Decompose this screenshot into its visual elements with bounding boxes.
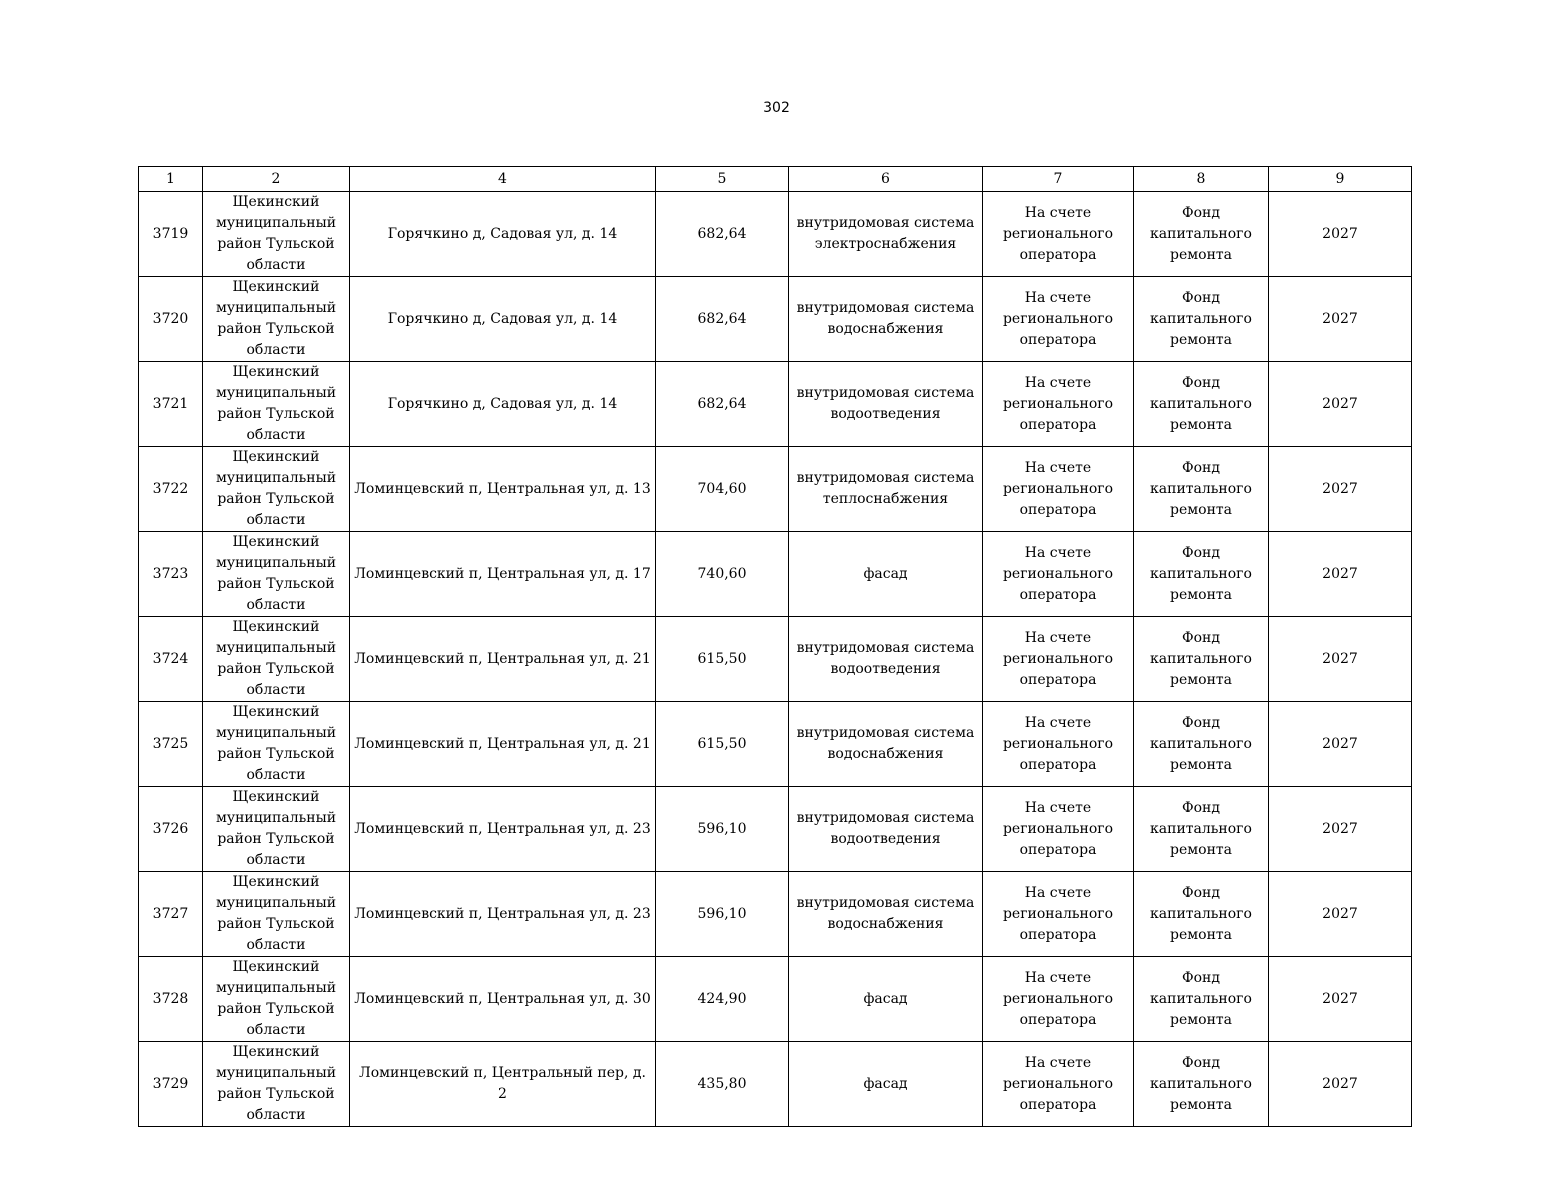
year-cell: 2027 [1269,447,1412,532]
table-row [139,362,1412,447]
account-cell: На счете регионального оператора [983,617,1134,702]
funding-source-cell: Фонд капитального ремонта [1134,617,1269,702]
district-cell: Щекинский муниципальный район Тульской области [203,872,350,957]
funding-source-cell: Фонд капитального ремонта [1134,277,1269,362]
district-cell: Щекинский муниципальный район Тульской области [203,957,350,1042]
area-cell: 682,64 [656,192,789,277]
row-number: 3721 [139,362,203,447]
funding-source-cell: Фонд капитального ремонта [1134,702,1269,787]
account-cell: На счете регионального оператора [983,1042,1134,1127]
table-row [139,702,1412,787]
table-row [139,872,1412,957]
year-cell: 2027 [1269,787,1412,872]
account-cell: На счете регионального оператора [983,787,1134,872]
column-header-8: 8 [1134,167,1269,192]
table-row [139,277,1412,362]
address-cell: Горячкино д, Садовая ул, д. 14 [350,277,656,362]
funding-source-cell: Фонд капитального ремонта [1134,957,1269,1042]
address-cell: Ломинцевский п, Центральная ул, д. 23 [350,787,656,872]
area-cell: 704,60 [656,447,789,532]
address-cell: Горячкино д, Садовая ул, д. 14 [350,362,656,447]
district-cell: Щекинский муниципальный район Тульской области [203,787,350,872]
funding-source-cell: Фонд капитального ремонта [1134,362,1269,447]
column-header-2: 2 [203,167,350,192]
year-cell: 2027 [1269,362,1412,447]
area-cell: 740,60 [656,532,789,617]
column-header-5: 5 [656,167,789,192]
column-header-7: 7 [983,167,1134,192]
year-cell: 2027 [1269,277,1412,362]
table-row [139,617,1412,702]
account-cell: На счете регионального оператора [983,702,1134,787]
work-type-cell: внутридомовая система водоснабжения [789,277,983,362]
row-number: 3720 [139,277,203,362]
address-cell: Ломинцевский п, Центральная ул, д. 23 [350,872,656,957]
year-cell: 2027 [1269,1042,1412,1127]
row-number: 3723 [139,532,203,617]
table-row [139,787,1412,872]
account-cell: На счете регионального оператора [983,277,1134,362]
area-cell: 424,90 [656,957,789,1042]
page-number: 302 [763,100,790,116]
work-type-cell: внутридомовая система электроснабжения [789,192,983,277]
account-cell: На счете регионального оператора [983,532,1134,617]
work-type-cell: внутридомовая система теплоснабжения [789,447,983,532]
account-cell: На счете регионального оператора [983,362,1134,447]
row-number: 3719 [139,192,203,277]
column-header-6: 6 [789,167,983,192]
funding-source-cell: Фонд капитального ремонта [1134,192,1269,277]
row-number: 3726 [139,787,203,872]
table-row [139,192,1412,277]
area-cell: 596,10 [656,872,789,957]
area-cell: 682,64 [656,277,789,362]
table-row [139,1042,1412,1127]
district-cell: Щекинский муниципальный район Тульской области [203,532,350,617]
address-cell: Ломинцевский п, Центральная ул, д. 21 [350,702,656,787]
column-header-4: 4 [350,167,656,192]
row-number: 3722 [139,447,203,532]
funding-source-cell: Фонд капитального ремонта [1134,532,1269,617]
work-type-cell: фасад [789,957,983,1042]
address-cell: Ломинцевский п, Центральная ул, д. 30 [350,957,656,1042]
work-type-cell: внутридомовая система водоотведения [789,362,983,447]
address-cell: Ломинцевский п, Центральная ул, д. 17 [350,532,656,617]
funding-source-cell: Фонд капитального ремонта [1134,872,1269,957]
row-number: 3729 [139,1042,203,1127]
year-cell: 2027 [1269,872,1412,957]
row-number: 3725 [139,702,203,787]
address-cell: Ломинцевский п, Центральная ул, д. 21 [350,617,656,702]
district-cell: Щекинский муниципальный район Тульской области [203,362,350,447]
funding-source-cell: Фонд капитального ремонта [1134,1042,1269,1127]
column-header-1: 1 [139,167,203,192]
table-row [139,447,1412,532]
funding-source-cell: Фонд капитального ремонта [1134,447,1269,532]
work-type-cell: внутридомовая система водоотведения [789,787,983,872]
row-number: 3724 [139,617,203,702]
area-cell: 435,80 [656,1042,789,1127]
district-cell: Щекинский муниципальный район Тульской области [203,1042,350,1127]
funding-source-cell: Фонд капитального ремонта [1134,787,1269,872]
row-number: 3727 [139,872,203,957]
district-cell: Щекинский муниципальный район Тульской области [203,192,350,277]
year-cell: 2027 [1269,617,1412,702]
district-cell: Щекинский муниципальный район Тульской области [203,702,350,787]
work-type-cell: фасад [789,532,983,617]
area-cell: 682,64 [656,362,789,447]
work-type-cell: внутридомовая система водоснабжения [789,872,983,957]
header-row [139,167,1412,192]
address-cell: Горячкино д, Садовая ул, д. 14 [350,192,656,277]
area-cell: 615,50 [656,702,789,787]
column-header-9: 9 [1269,167,1412,192]
year-cell: 2027 [1269,702,1412,787]
account-cell: На счете регионального оператора [983,447,1134,532]
district-cell: Щекинский муниципальный район Тульской области [203,617,350,702]
area-cell: 615,50 [656,617,789,702]
row-number: 3728 [139,957,203,1042]
account-cell: На счете регионального оператора [983,957,1134,1042]
address-cell: Ломинцевский п, Центральный пер, д. 2 [350,1042,656,1127]
area-cell: 596,10 [656,787,789,872]
year-cell: 2027 [1269,532,1412,617]
account-cell: На счете регионального оператора [983,872,1134,957]
district-cell: Щекинский муниципальный район Тульской области [203,447,350,532]
work-type-cell: фасад [789,1042,983,1127]
table-row [139,957,1412,1042]
table-row [139,532,1412,617]
registry-table [138,166,1412,1127]
account-cell: На счете регионального оператора [983,192,1134,277]
work-type-cell: внутридомовая система водоснабжения [789,702,983,787]
district-cell: Щекинский муниципальный район Тульской области [203,277,350,362]
address-cell: Ломинцевский п, Центральная ул, д. 13 [350,447,656,532]
year-cell: 2027 [1269,192,1412,277]
year-cell: 2027 [1269,957,1412,1042]
work-type-cell: внутридомовая система водоотведения [789,617,983,702]
